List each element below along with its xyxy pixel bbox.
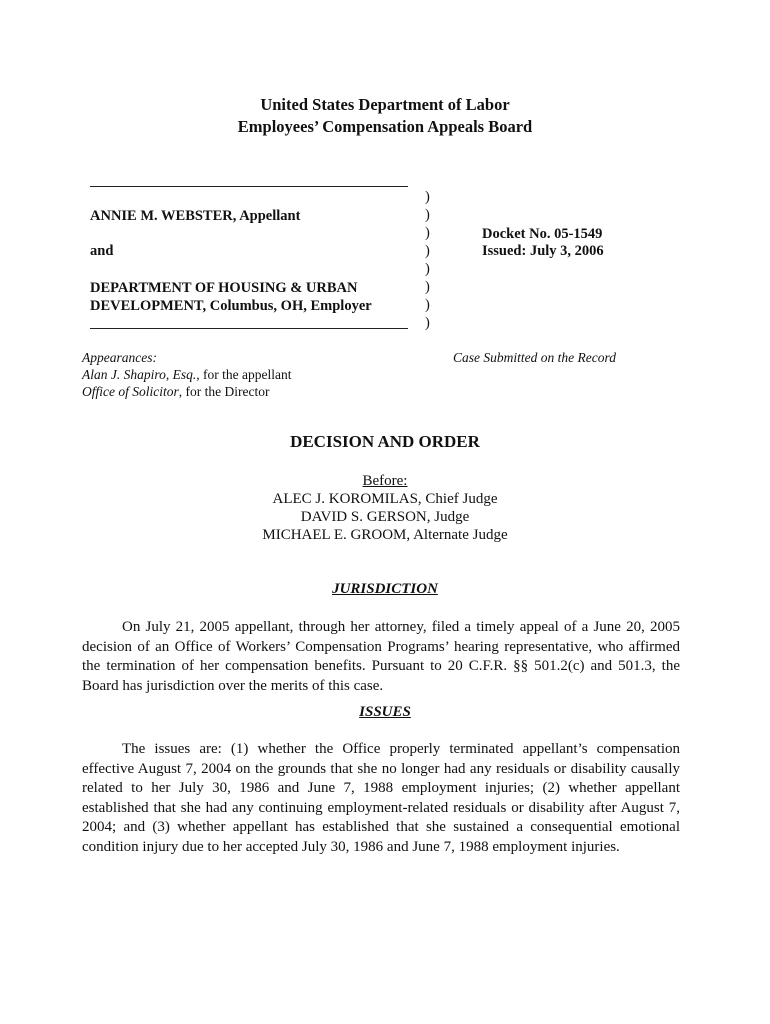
board-name: Employees’ Compensation Appeals Board	[237, 117, 533, 136]
agency-name: United States Department of Labor	[260, 95, 510, 114]
case-submitted-note: Case Submitted on the Record	[453, 350, 616, 365]
caption-bottom-rule	[90, 328, 408, 329]
caption-and: and	[90, 243, 114, 259]
issues-heading: ISSUES	[359, 704, 411, 720]
employer-line-1: DEPARTMENT OF HOUSING & URBAN	[90, 280, 358, 296]
caption-top-rule	[90, 186, 408, 187]
attorney-appearance: Alan J. Shapiro, Esq., for the appellant	[82, 367, 292, 382]
before-label: Before:	[362, 473, 408, 489]
caption-parentheses: ) ) ) ) ) ) ) )	[425, 189, 430, 331]
judge: DAVID S. GERSON, Judge	[300, 509, 470, 525]
issues-paragraph: The issues are: (1) whether the Office properly terminated appellant’s compensation effective August 7, 2004 on the grounds that she no longer had any residuals or disability causally related to her July 30, 1986 and June 7, 1988 employment injuries; (2) whether appellant established that she had any continuing employment-related residuals or disability after August 7, 2004; and (3) whether appellant has established that she sustained a consequential emotional condition injury due to her accepted July 30, 1986 and June 7, 1988 employment injuries.	[82, 741, 680, 855]
solicitor-appearance: Office of Solicitor, for the Director	[82, 384, 270, 399]
jurisdiction-heading: JURISDICTION	[332, 581, 438, 597]
docket-number: Docket No. 05-1549	[482, 226, 603, 242]
judge-chief: ALEC J. KOROMILAS, Chief Judge	[272, 491, 498, 507]
employer-line-2: DEVELOPMENT, Columbus, OH, Employer	[90, 298, 372, 314]
jurisdiction-paragraph: On July 21, 2005 appellant, through her attorney, filed a timely appeal of a June 20, 2005 decision of an Office of Workers’ Compensation Programs’ hearing representative, who affirmed the termination of her compensation benefits. Pursuant to 20 C.F.R. §§ 501.2(c) and 501.3, the Board has jurisdiction over the merits of this case.	[82, 619, 680, 694]
judge-alternate: MICHAEL E. GROOM, Alternate Judge	[262, 527, 508, 543]
issued-date: Issued: July 3, 2006	[482, 243, 604, 259]
appellant-name: ANNIE M. WEBSTER, Appellant	[90, 208, 301, 224]
decision-title: DECISION AND ORDER	[290, 432, 480, 451]
appearances-label: Appearances:	[82, 350, 157, 365]
